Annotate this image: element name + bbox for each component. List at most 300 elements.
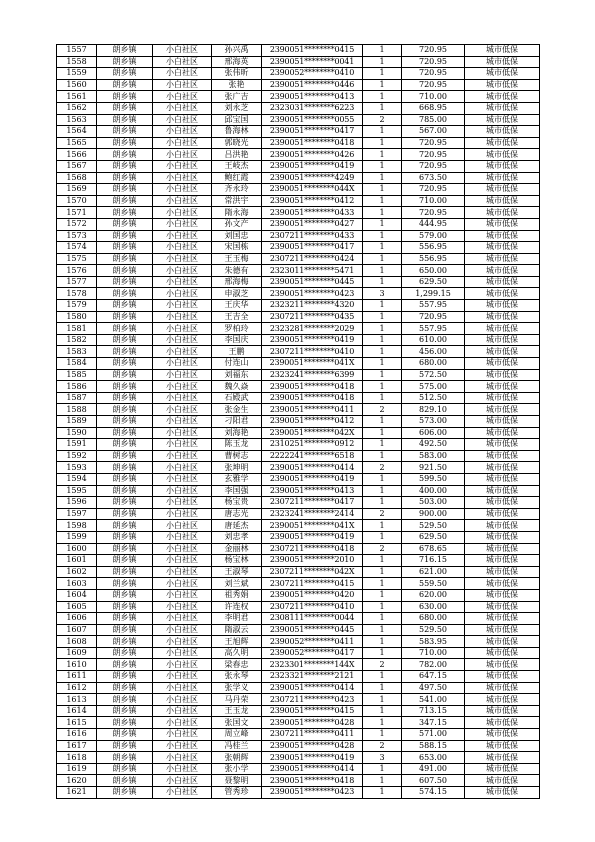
name-cell: 鲍红霞 (212, 172, 262, 184)
table-row (57, 137, 540, 149)
community-cell: 小白社区 (153, 462, 212, 474)
town-cell: 朗乡镇 (97, 369, 153, 381)
household-count-cell: 1 (363, 636, 402, 648)
id-number-cell: 2390051********0055 (262, 114, 363, 126)
household-count-cell: 1 (363, 787, 402, 799)
name-cell: 邢海英 (212, 56, 262, 68)
category-cell: 城市低保 (465, 717, 540, 729)
amount-cell: 647.15 (402, 671, 465, 683)
town-cell: 朗乡镇 (97, 752, 153, 764)
household-count-cell: 1 (363, 775, 402, 787)
amount-cell: 621.00 (402, 566, 465, 578)
table-row (57, 775, 540, 787)
community-cell: 小白社区 (153, 659, 212, 671)
name-cell: 曹树志 (212, 450, 262, 462)
name-cell: 李国强 (212, 485, 262, 497)
town-cell: 朗乡镇 (97, 230, 153, 242)
id-number-cell: 2323241********6399 (262, 369, 363, 381)
household-count-cell: 1 (363, 172, 402, 184)
id-number-cell: 2307211********0411 (262, 729, 363, 741)
row-number-cell: 1604 (57, 589, 97, 601)
amount-cell: 668.95 (402, 102, 465, 114)
row-number-cell: 1565 (57, 137, 97, 149)
amount-cell: 572.50 (402, 369, 465, 381)
town-cell: 朗乡镇 (97, 740, 153, 752)
id-number-cell: 2307211********0415 (262, 578, 363, 590)
category-cell: 城市低保 (465, 265, 540, 277)
id-number-cell: 2390051********0420 (262, 589, 363, 601)
household-count-cell: 1 (363, 729, 402, 741)
row-number-cell: 1591 (57, 439, 97, 451)
row-number-cell: 1586 (57, 381, 97, 393)
amount-cell: 456.00 (402, 346, 465, 358)
category-cell: 城市低保 (465, 172, 540, 184)
table-row (57, 91, 540, 103)
town-cell: 朗乡镇 (97, 497, 153, 509)
name-cell: 杨宝林 (212, 555, 262, 567)
name-cell: 马丹荣 (212, 694, 262, 706)
name-cell: 冯桂兰 (212, 740, 262, 752)
community-cell: 小白社区 (153, 717, 212, 729)
id-number-cell: 2307211********0418 (262, 543, 363, 555)
community-cell: 小白社区 (153, 543, 212, 555)
household-count-cell: 1 (363, 149, 402, 161)
town-cell: 朗乡镇 (97, 346, 153, 358)
id-number-cell: 2390051********0418 (262, 392, 363, 404)
amount-cell: 529.50 (402, 624, 465, 636)
household-count-cell: 1 (363, 218, 402, 230)
row-number-cell: 1616 (57, 729, 97, 741)
amount-cell: 629.50 (402, 276, 465, 288)
id-number-cell: 2390052********0411 (262, 636, 363, 648)
household-count-cell: 1 (363, 358, 402, 370)
community-cell: 小白社区 (153, 195, 212, 207)
category-cell: 城市低保 (465, 601, 540, 613)
community-cell: 小白社区 (153, 381, 212, 393)
town-cell: 朗乡镇 (97, 427, 153, 439)
amount-cell: 588.15 (402, 740, 465, 752)
household-count-cell: 3 (363, 288, 402, 300)
town-cell: 朗乡镇 (97, 775, 153, 787)
row-number-cell: 1608 (57, 636, 97, 648)
name-cell: 王鹏 (212, 346, 262, 358)
name-cell: 隋淑云 (212, 624, 262, 636)
row-number-cell: 1584 (57, 358, 97, 370)
id-number-cell: 2390051********0415 (262, 45, 363, 57)
category-cell: 城市低保 (465, 346, 540, 358)
town-cell: 朗乡镇 (97, 102, 153, 114)
name-cell: 刘忠孝 (212, 531, 262, 543)
id-number-cell: 2390051********0413 (262, 91, 363, 103)
table-row (57, 195, 540, 207)
amount-cell: 900.00 (402, 508, 465, 520)
town-cell: 朗乡镇 (97, 462, 153, 474)
id-number-cell: 2390052********0417 (262, 647, 363, 659)
id-number-cell: 2307211********0435 (262, 311, 363, 323)
category-cell: 城市低保 (465, 473, 540, 485)
town-cell: 朗乡镇 (97, 508, 153, 520)
row-number-cell: 1603 (57, 578, 97, 590)
table-row (57, 717, 540, 729)
amount-cell: 583.95 (402, 636, 465, 648)
household-count-cell: 1 (363, 473, 402, 485)
id-number-cell: 2323241********2414 (262, 508, 363, 520)
household-count-cell: 1 (363, 56, 402, 68)
category-cell: 城市低保 (465, 184, 540, 196)
name-cell: 刁阳君 (212, 416, 262, 428)
table-row (57, 508, 540, 520)
category-cell: 城市低保 (465, 381, 540, 393)
row-number-cell: 1567 (57, 160, 97, 172)
community-cell: 小白社区 (153, 671, 212, 683)
category-cell: 城市低保 (465, 578, 540, 590)
row-number-cell: 1594 (57, 473, 97, 485)
table-row (57, 230, 540, 242)
amount-cell: 921.50 (402, 462, 465, 474)
town-cell: 朗乡镇 (97, 694, 153, 706)
amount-cell: 710.00 (402, 647, 465, 659)
category-cell: 城市低保 (465, 520, 540, 532)
town-cell: 朗乡镇 (97, 172, 153, 184)
community-cell: 小白社区 (153, 508, 212, 520)
table-row (57, 381, 540, 393)
town-cell: 朗乡镇 (97, 218, 153, 230)
name-cell: 王岐杰 (212, 160, 262, 172)
town-cell: 朗乡镇 (97, 659, 153, 671)
name-cell: 刘兰斌 (212, 578, 262, 590)
category-cell: 城市低保 (465, 288, 540, 300)
household-count-cell: 1 (363, 346, 402, 358)
row-number-cell: 1597 (57, 508, 97, 520)
id-number-cell: 2390051********042X (262, 427, 363, 439)
amount-cell: 444.95 (402, 218, 465, 230)
category-cell: 城市低保 (465, 729, 540, 741)
id-number-cell: 2390051********041X (262, 520, 363, 532)
household-count-cell: 1 (363, 126, 402, 138)
id-number-cell: 2390051********0412 (262, 416, 363, 428)
amount-cell: 557.95 (402, 323, 465, 335)
table-row (57, 300, 540, 312)
name-cell: 常洪宇 (212, 195, 262, 207)
table-row (57, 56, 540, 68)
household-count-cell: 1 (363, 300, 402, 312)
household-count-cell: 1 (363, 242, 402, 254)
table-row (57, 647, 540, 659)
id-number-cell: 2390051********0414 (262, 462, 363, 474)
community-cell: 小白社区 (153, 346, 212, 358)
category-cell: 城市低保 (465, 358, 540, 370)
row-number-cell: 1566 (57, 149, 97, 161)
row-number-cell: 1572 (57, 218, 97, 230)
name-cell: 孙文产 (212, 218, 262, 230)
amount-cell: 630.00 (402, 601, 465, 613)
id-number-cell: 2307211********0423 (262, 694, 363, 706)
table-row (57, 184, 540, 196)
row-number-cell: 1577 (57, 276, 97, 288)
community-cell: 小白社区 (153, 102, 212, 114)
amount-cell: 606.00 (402, 427, 465, 439)
household-count-cell: 3 (363, 752, 402, 764)
table-row (57, 566, 540, 578)
table-row (57, 288, 540, 300)
category-cell: 城市低保 (465, 450, 540, 462)
town-cell: 朗乡镇 (97, 45, 153, 57)
category-cell: 城市低保 (465, 253, 540, 265)
category-cell: 城市低保 (465, 334, 540, 346)
category-cell: 城市低保 (465, 740, 540, 752)
category-cell: 城市低保 (465, 137, 540, 149)
id-number-cell: 2390051********0419 (262, 531, 363, 543)
row-number-cell: 1614 (57, 705, 97, 717)
category-cell: 城市低保 (465, 752, 540, 764)
town-cell: 朗乡镇 (97, 624, 153, 636)
town-cell: 朗乡镇 (97, 601, 153, 613)
id-number-cell: 2307211********042X (262, 566, 363, 578)
town-cell: 朗乡镇 (97, 578, 153, 590)
id-number-cell: 2307211********0424 (262, 253, 363, 265)
table-row (57, 439, 540, 451)
town-cell: 朗乡镇 (97, 149, 153, 161)
category-cell: 城市低保 (465, 114, 540, 126)
community-cell: 小白社区 (153, 369, 212, 381)
name-cell: 李明君 (212, 613, 262, 625)
row-number-cell: 1574 (57, 242, 97, 254)
amount-cell: 720.95 (402, 68, 465, 80)
id-number-cell: 2390051********0423 (262, 288, 363, 300)
name-cell: 刘福东 (212, 369, 262, 381)
household-count-cell: 1 (363, 555, 402, 567)
category-cell: 城市低保 (465, 566, 540, 578)
table-row (57, 787, 540, 799)
row-number-cell: 1613 (57, 694, 97, 706)
row-number-cell: 1570 (57, 195, 97, 207)
table-row (57, 543, 540, 555)
household-count-cell: 1 (363, 102, 402, 114)
household-count-cell: 1 (363, 589, 402, 601)
id-number-cell: 2390051********0414 (262, 682, 363, 694)
household-count-cell: 1 (363, 45, 402, 57)
category-cell: 城市低保 (465, 91, 540, 103)
name-cell: 张朝辉 (212, 752, 262, 764)
category-cell: 城市低保 (465, 647, 540, 659)
town-cell: 朗乡镇 (97, 416, 153, 428)
category-cell: 城市低保 (465, 392, 540, 404)
table-row (57, 242, 540, 254)
name-cell: 张永琴 (212, 671, 262, 683)
id-number-cell: 2390052********0410 (262, 68, 363, 80)
row-number-cell: 1560 (57, 79, 97, 91)
name-cell: 邢海梅 (212, 276, 262, 288)
household-count-cell: 1 (363, 439, 402, 451)
table-row (57, 369, 540, 381)
community-cell: 小白社区 (153, 91, 212, 103)
name-cell: 陈玉龙 (212, 439, 262, 451)
town-cell: 朗乡镇 (97, 207, 153, 219)
community-cell: 小白社区 (153, 392, 212, 404)
table-row (57, 45, 540, 57)
household-count-cell: 1 (363, 416, 402, 428)
community-cell: 小白社区 (153, 68, 212, 80)
category-cell: 城市低保 (465, 763, 540, 775)
row-number-cell: 1596 (57, 497, 97, 509)
row-number-cell: 1619 (57, 763, 97, 775)
community-cell: 小白社区 (153, 160, 212, 172)
amount-cell: 620.00 (402, 589, 465, 601)
table-row (57, 416, 540, 428)
community-cell: 小白社区 (153, 427, 212, 439)
community-cell: 小白社区 (153, 682, 212, 694)
name-cell: 金丽林 (212, 543, 262, 555)
category-cell: 城市低保 (465, 439, 540, 451)
id-number-cell: 2390051********4249 (262, 172, 363, 184)
amount-cell: 710.00 (402, 195, 465, 207)
amount-cell: 599.50 (402, 473, 465, 485)
community-cell: 小白社区 (153, 218, 212, 230)
row-number-cell: 1579 (57, 300, 97, 312)
category-cell: 城市低保 (465, 276, 540, 288)
row-number-cell: 1568 (57, 172, 97, 184)
id-number-cell: 2390051********0041 (262, 56, 363, 68)
household-count-cell: 1 (363, 717, 402, 729)
community-cell: 小白社区 (153, 358, 212, 370)
amount-cell: 713.15 (402, 705, 465, 717)
name-cell: 梁春忠 (212, 659, 262, 671)
household-count-cell: 1 (363, 601, 402, 613)
community-cell: 小白社区 (153, 114, 212, 126)
name-cell: 张金生 (212, 404, 262, 416)
id-number-cell: 2390051********0426 (262, 149, 363, 161)
household-count-cell: 1 (363, 578, 402, 590)
community-cell: 小白社区 (153, 172, 212, 184)
name-cell: 王玉龙 (212, 705, 262, 717)
table-row (57, 659, 540, 671)
name-cell: 隋永海 (212, 207, 262, 219)
community-cell: 小白社区 (153, 624, 212, 636)
town-cell: 朗乡镇 (97, 311, 153, 323)
table-row (57, 126, 540, 138)
table-row (57, 265, 540, 277)
name-cell: 张伟昕 (212, 68, 262, 80)
household-count-cell: 1 (363, 705, 402, 717)
table-row (57, 473, 540, 485)
row-number-cell: 1592 (57, 450, 97, 462)
id-number-cell: 2390051********041X (262, 358, 363, 370)
amount-cell: 1,299.15 (402, 288, 465, 300)
amount-cell: 785.00 (402, 114, 465, 126)
amount-cell: 720.95 (402, 207, 465, 219)
town-cell: 朗乡镇 (97, 323, 153, 335)
id-number-cell: 2390051********0433 (262, 207, 363, 219)
household-count-cell: 1 (363, 311, 402, 323)
table-row (57, 462, 540, 474)
row-number-cell: 1601 (57, 555, 97, 567)
table-row (57, 705, 540, 717)
amount-cell: 512.50 (402, 392, 465, 404)
row-number-cell: 1578 (57, 288, 97, 300)
row-number-cell: 1562 (57, 102, 97, 114)
id-number-cell: 2390051********0418 (262, 775, 363, 787)
name-cell: 祖秀娟 (212, 589, 262, 601)
community-cell: 小白社区 (153, 740, 212, 752)
community-cell: 小白社区 (153, 763, 212, 775)
name-cell: 张艳 (212, 79, 262, 91)
household-count-cell: 1 (363, 276, 402, 288)
town-cell: 朗乡镇 (97, 126, 153, 138)
community-cell: 小白社区 (153, 276, 212, 288)
category-cell: 城市低保 (465, 555, 540, 567)
town-cell: 朗乡镇 (97, 253, 153, 265)
category-cell: 城市低保 (465, 323, 540, 335)
community-cell: 小白社区 (153, 613, 212, 625)
category-cell: 城市低保 (465, 531, 540, 543)
table-row (57, 450, 540, 462)
category-cell: 城市低保 (465, 207, 540, 219)
amount-cell: 573.00 (402, 416, 465, 428)
table-body (57, 45, 540, 799)
category-cell: 城市低保 (465, 705, 540, 717)
name-cell: 鲁海林 (212, 126, 262, 138)
id-number-cell: 2323011********5471 (262, 265, 363, 277)
category-cell: 城市低保 (465, 671, 540, 683)
table-row (57, 497, 540, 509)
town-cell: 朗乡镇 (97, 265, 153, 277)
category-cell: 城市低保 (465, 79, 540, 91)
table-row (57, 601, 540, 613)
amount-cell: 782.00 (402, 659, 465, 671)
name-cell: 刘国忠 (212, 230, 262, 242)
name-cell: 王吉全 (212, 311, 262, 323)
name-cell: 罗柏玲 (212, 323, 262, 335)
amount-cell: 400.00 (402, 485, 465, 497)
name-cell: 张国文 (212, 717, 262, 729)
id-number-cell: 2390051********0417 (262, 126, 363, 138)
community-cell: 小白社区 (153, 137, 212, 149)
town-cell: 朗乡镇 (97, 392, 153, 404)
amount-cell: 347.15 (402, 717, 465, 729)
id-number-cell: 2390051********0415 (262, 705, 363, 717)
town-cell: 朗乡镇 (97, 763, 153, 775)
amount-cell: 720.95 (402, 311, 465, 323)
amount-cell: 678.65 (402, 543, 465, 555)
row-number-cell: 1585 (57, 369, 97, 381)
name-cell: 石殿武 (212, 392, 262, 404)
household-count-cell: 1 (363, 566, 402, 578)
name-cell: 刘海艳 (212, 427, 262, 439)
row-number-cell: 1607 (57, 624, 97, 636)
row-number-cell: 1576 (57, 265, 97, 277)
town-cell: 朗乡镇 (97, 160, 153, 172)
community-cell: 小白社区 (153, 311, 212, 323)
town-cell: 朗乡镇 (97, 485, 153, 497)
amount-cell: 680.00 (402, 358, 465, 370)
id-number-cell: 2390051********0417 (262, 242, 363, 254)
category-cell: 城市低保 (465, 543, 540, 555)
household-count-cell: 1 (363, 160, 402, 172)
id-number-cell: 2307211********0410 (262, 346, 363, 358)
amount-cell: 556.95 (402, 253, 465, 265)
table-row (57, 740, 540, 752)
town-cell: 朗乡镇 (97, 184, 153, 196)
row-number-cell: 1569 (57, 184, 97, 196)
community-cell: 小白社区 (153, 126, 212, 138)
amount-cell: 607.50 (402, 775, 465, 787)
table-row (57, 218, 540, 230)
name-cell: 许连权 (212, 601, 262, 613)
category-cell: 城市低保 (465, 311, 540, 323)
community-cell: 小白社区 (153, 531, 212, 543)
community-cell: 小白社区 (153, 288, 212, 300)
town-cell: 朗乡镇 (97, 439, 153, 451)
